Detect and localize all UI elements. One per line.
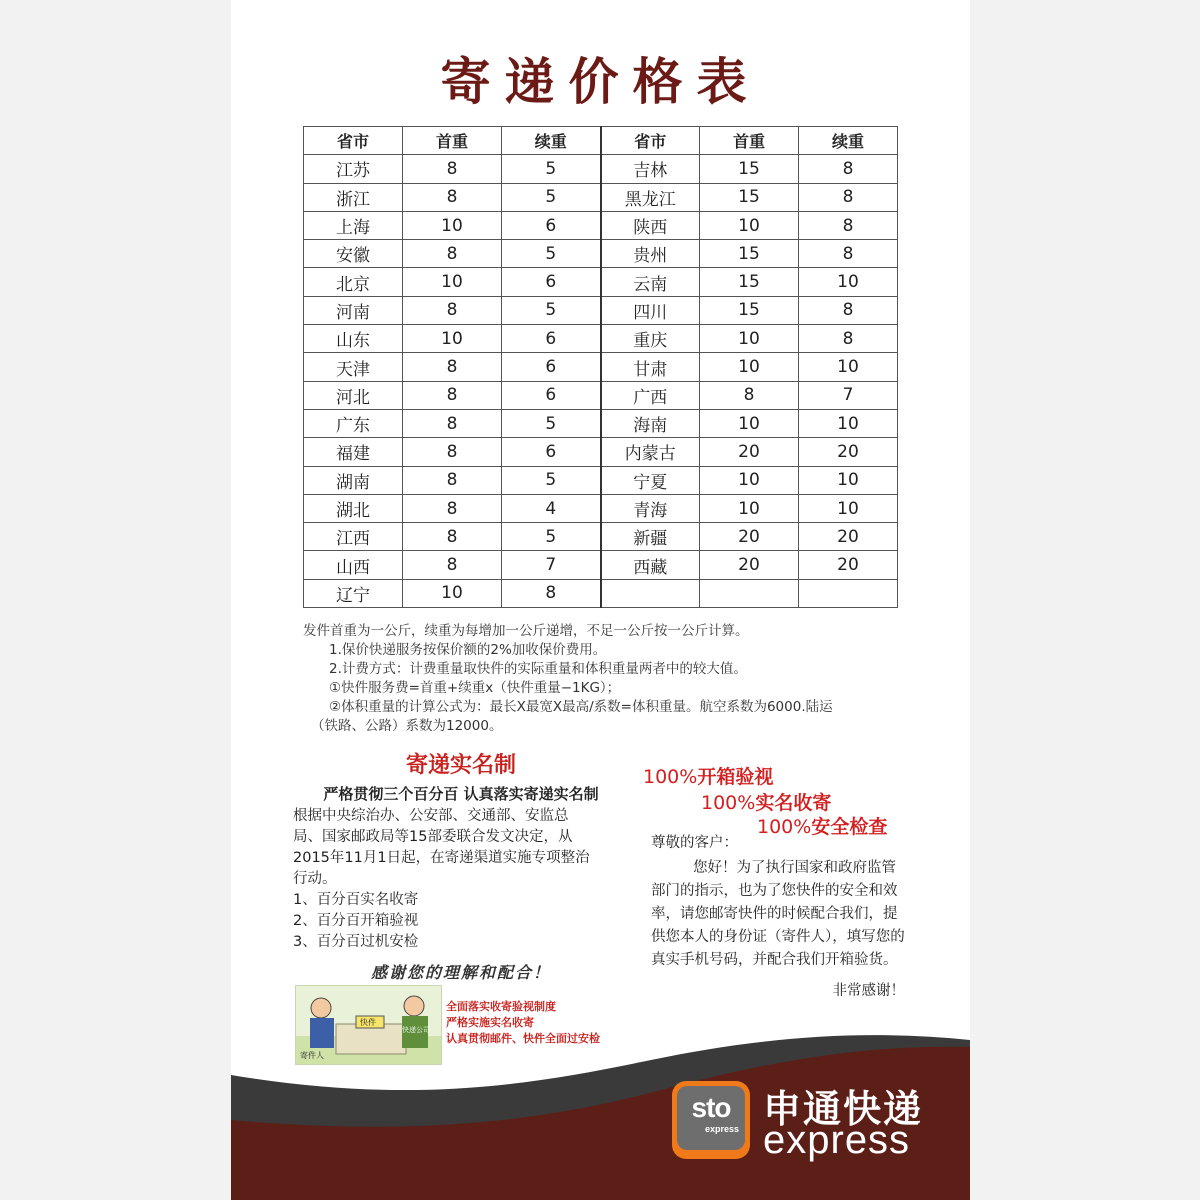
table-cell: 海南	[601, 409, 700, 437]
table-cell: 浙江	[304, 183, 403, 211]
table-cell: 湖北	[304, 494, 403, 522]
sto-logo-icon	[672, 1081, 750, 1159]
table-cell: 5	[502, 155, 601, 183]
table-cell: 天津	[304, 353, 403, 381]
table-row	[304, 155, 898, 183]
brand-name-cn: 申通快递	[763, 1087, 924, 1131]
table-cell: 四川	[601, 296, 700, 324]
letter-greeting: 尊敬的客户：	[651, 835, 738, 851]
table-row	[304, 381, 898, 409]
table-cell: 6	[502, 438, 601, 466]
table-row	[304, 438, 898, 466]
table-cell: 内蒙古	[601, 438, 700, 466]
logo-subtext: express	[704, 1124, 739, 1134]
customer-letter	[651, 832, 909, 1003]
table-cell: 8	[403, 409, 502, 437]
realname-title: 寄递实名制	[405, 753, 516, 778]
table-cell: 5	[502, 466, 601, 494]
pledge-text: 安全检查	[811, 816, 888, 838]
pledge-2	[701, 788, 831, 815]
table-cell: 20	[799, 523, 898, 551]
table-cell: 山西	[304, 551, 403, 579]
table-cell: 8	[799, 325, 898, 353]
table-cell: 5	[502, 523, 601, 551]
column-header: 首重	[700, 127, 799, 155]
table-cell	[700, 579, 799, 607]
table-cell: 7	[502, 551, 601, 579]
table-cell: 10	[700, 353, 799, 381]
table-cell: 10	[700, 325, 799, 353]
pledge-percent: 100%	[643, 766, 698, 788]
note-line: ①快件服务费=首重+续重x（快件重量−1KG）；	[329, 680, 621, 696]
table-cell: 5	[502, 296, 601, 324]
table-cell: 上海	[304, 211, 403, 239]
table-cell: 安徽	[304, 240, 403, 268]
realname-paragraph: 根据中央综治办、公安部、交通部、安监总局、国家邮政局等15部委联合发文决定，从2015年11月1日起，在寄递渠道实施专项整治行动。	[293, 808, 590, 887]
letter-body: 您好！为了执行国家和政府监管部门的指示，也为了您快件的安全和效率，请您邮寄快件的时候配合我们，提供您本人的身份证（寄件人），填写您的真实手机号码，并配合我们开箱验货。	[651, 860, 905, 968]
table-cell: 西藏	[601, 551, 700, 579]
table-cell: 15	[700, 240, 799, 268]
table-cell: 10	[403, 325, 502, 353]
pledge-text: 实名收寄	[755, 792, 832, 814]
realname-item: 3、百分百过机安检	[293, 934, 419, 950]
table-cell: 10	[799, 409, 898, 437]
table-cell: 8	[700, 381, 799, 409]
logo-text: sto	[691, 1092, 731, 1123]
table-row	[304, 268, 898, 296]
thanks-text: 感谢您的理解和配合！	[370, 963, 551, 982]
brand-name-en: express	[763, 1118, 911, 1162]
table-cell: 4	[502, 494, 601, 522]
table-cell: 云南	[601, 268, 700, 296]
note-line: 1.保价快递服务按保价额的2%加收保价费用。	[329, 642, 607, 658]
table-cell: 8	[799, 240, 898, 268]
note-line: 发件首重为一公斤，续重为每增加一公斤递增，不足一公斤按一公斤计算。	[303, 623, 749, 639]
table-cell: 8	[799, 211, 898, 239]
pledge-percent: 100%	[757, 816, 812, 838]
table-cell: 10	[799, 466, 898, 494]
realname-subtitle: 严格贯彻三个百分百 认真落实寄递实名制	[323, 785, 599, 803]
table-cell: 10	[799, 268, 898, 296]
table-cell: 北京	[304, 268, 403, 296]
table-row	[304, 579, 898, 607]
cartoon-caption-line: 严格实施实名收寄	[446, 1016, 534, 1029]
table-cell: 20	[799, 551, 898, 579]
table-cell: 15	[700, 268, 799, 296]
table-cell: 福建	[304, 438, 403, 466]
table-cell: 8	[799, 296, 898, 324]
pledge-text: 开箱验视	[697, 766, 774, 788]
table-cell: 5	[502, 183, 601, 211]
table-row	[304, 211, 898, 239]
table-cell: 8	[403, 155, 502, 183]
page-title: 寄递价格表	[440, 53, 761, 111]
table-cell: 5	[502, 240, 601, 268]
table-cell: 10	[700, 494, 799, 522]
table-cell: 重庆	[601, 325, 700, 353]
table-cell: 8	[403, 466, 502, 494]
table-cell: 宁夏	[601, 466, 700, 494]
table-row	[304, 551, 898, 579]
table-cell: 8	[403, 494, 502, 522]
table-cell: 10	[700, 409, 799, 437]
table-cell: 8	[403, 438, 502, 466]
cartoon-caption-line: 认真贯彻邮件、快件全面过安检	[446, 1032, 600, 1045]
table-cell: 6	[502, 381, 601, 409]
table-cell: 6	[502, 211, 601, 239]
table-cell: 6	[502, 268, 601, 296]
table-cell: 广西	[601, 381, 700, 409]
table-cell: 8	[799, 183, 898, 211]
column-header: 省市	[601, 127, 700, 155]
table-row	[304, 240, 898, 268]
table-cell: 吉林	[601, 155, 700, 183]
column-header: 省市	[304, 127, 403, 155]
table-cell: 6	[502, 325, 601, 353]
letter-closing: 非常感谢！	[832, 983, 905, 999]
price-table-body	[304, 155, 898, 608]
table-cell: 河北	[304, 381, 403, 409]
table-cell: 广东	[304, 409, 403, 437]
table-cell: 江苏	[304, 155, 403, 183]
table-cell: 10	[799, 494, 898, 522]
table-cell: 8	[403, 551, 502, 579]
price-table	[303, 126, 898, 608]
table-cell: 8	[403, 381, 502, 409]
table-cell: 20	[700, 438, 799, 466]
table-header-row	[304, 127, 898, 155]
table-cell: 新疆	[601, 523, 700, 551]
table-cell	[601, 579, 700, 607]
table-cell: 山东	[304, 325, 403, 353]
note-line: 2.计费方式：计费重量取快件的实际重量和体积重量两者中的较大值。	[329, 661, 747, 677]
table-cell: 8	[403, 240, 502, 268]
cartoon-caption-line: 全面落实收寄验视制度	[446, 1000, 556, 1013]
table-cell: 10	[403, 579, 502, 607]
poster	[231, 0, 970, 1200]
table-row	[304, 353, 898, 381]
table-cell: 15	[700, 183, 799, 211]
table-cell: 10	[700, 466, 799, 494]
pledge-percent: 100%	[701, 792, 756, 814]
table-cell: 15	[700, 155, 799, 183]
note-line: （铁路、公路）系数为12000。	[311, 718, 503, 734]
realname-item: 2、百分百开箱验视	[293, 913, 419, 929]
pledge-1	[643, 762, 773, 789]
realname-item: 1、百分百实名收寄	[293, 892, 419, 908]
table-cell: 湖南	[304, 466, 403, 494]
table-row	[304, 325, 898, 353]
table-cell	[799, 579, 898, 607]
table-cell: 甘肃	[601, 353, 700, 381]
table-cell: 8	[403, 523, 502, 551]
table-cell: 8	[799, 155, 898, 183]
table-cell: 黑龙江	[601, 183, 700, 211]
column-header: 首重	[403, 127, 502, 155]
table-cell: 7	[799, 381, 898, 409]
table-cell: 20	[700, 523, 799, 551]
table-cell: 8	[403, 353, 502, 381]
cartoon-label-company: 快递公司	[402, 1026, 430, 1034]
table-cell: 10	[700, 211, 799, 239]
table-cell: 10	[403, 268, 502, 296]
table-row	[304, 296, 898, 324]
table-row	[304, 523, 898, 551]
pricing-notes	[303, 622, 923, 736]
table-cell: 河南	[304, 296, 403, 324]
table-cell: 8	[403, 296, 502, 324]
table-row	[304, 183, 898, 211]
table-row	[304, 494, 898, 522]
note-line: ②体积重量的计算公式为：最长X最宽X最高/系数=体积重量。航空系数为6000.陆运	[329, 699, 833, 715]
table-cell: 贵州	[601, 240, 700, 268]
table-cell: 江西	[304, 523, 403, 551]
table-cell: 5	[502, 409, 601, 437]
table-cell: 10	[799, 353, 898, 381]
table-cell: 20	[799, 438, 898, 466]
column-header: 续重	[799, 127, 898, 155]
table-cell: 青海	[601, 494, 700, 522]
cartoon-label-sender: 寄件人	[300, 1051, 324, 1060]
table-row	[304, 409, 898, 437]
table-row	[304, 466, 898, 494]
table-cell: 陕西	[601, 211, 700, 239]
table-cell: 辽宁	[304, 579, 403, 607]
table-cell: 6	[502, 353, 601, 381]
column-header: 续重	[502, 127, 601, 155]
cartoon-label-parcel: 快件	[360, 1018, 376, 1027]
realname-body	[293, 806, 593, 953]
table-cell: 20	[700, 551, 799, 579]
table-cell: 8	[403, 183, 502, 211]
table-cell: 8	[502, 579, 601, 607]
table-cell: 10	[403, 211, 502, 239]
table-cell: 15	[700, 296, 799, 324]
